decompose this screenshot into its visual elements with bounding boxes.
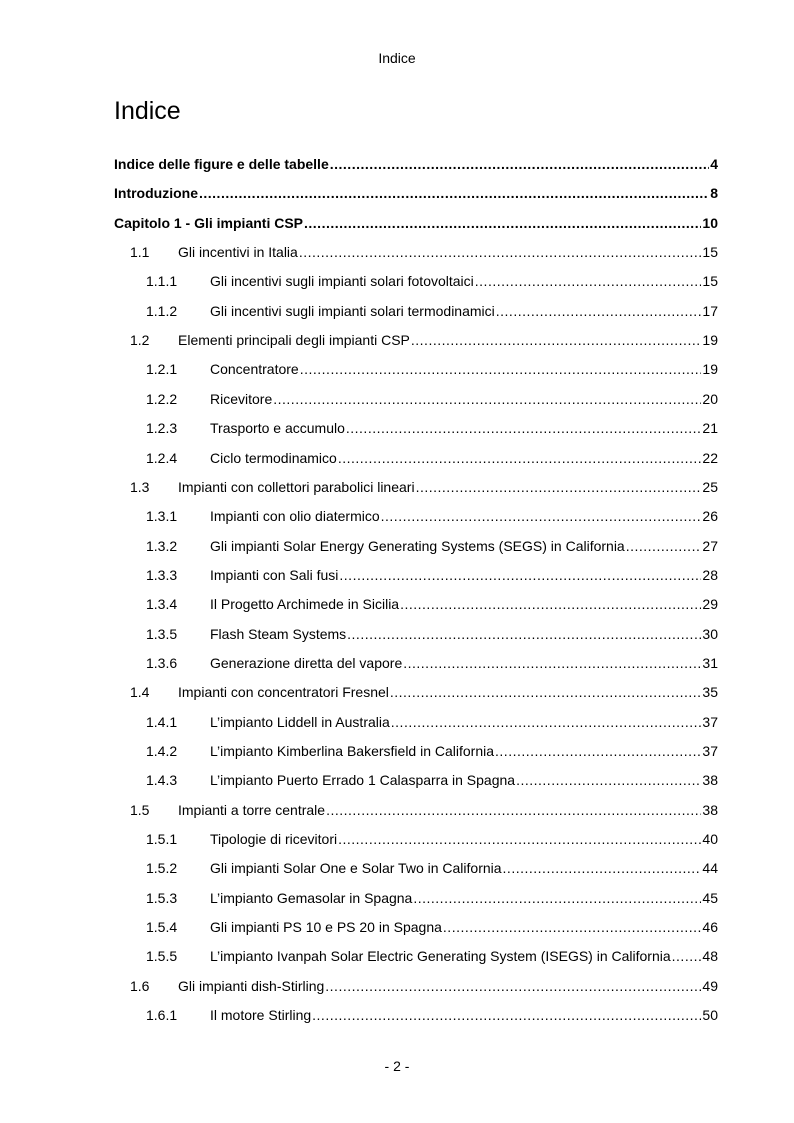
toc-entry-page: 37 — [702, 713, 718, 730]
toc-entry-number: 1.2.3 — [146, 420, 178, 437]
toc-entry-title: Introduzione — [114, 185, 198, 202]
toc-entry-title: Trasporto e accumulo — [210, 420, 345, 437]
toc-entry-page: 40 — [702, 831, 718, 848]
toc-entry-number: 1.1.2 — [146, 302, 178, 319]
toc-entry-page: 19 — [702, 361, 718, 378]
toc-entry[interactable] — [0, 766, 794, 794]
toc-entry-title: Elementi principali degli impianti CSP — [178, 332, 410, 349]
toc-entry-page: 28 — [702, 566, 718, 583]
toc-entry-page: 50 — [702, 1007, 718, 1024]
dot-leader — [346, 414, 702, 442]
dot-leader — [339, 561, 701, 589]
toc-entry-number: 1.3.2 — [146, 537, 178, 554]
toc-entry-title: Flash Steam Systems — [210, 625, 347, 642]
dot-leader — [516, 766, 701, 794]
dot-leader — [199, 179, 709, 207]
toc-entry[interactable] — [0, 854, 794, 882]
toc-entry-number: 1.3 — [130, 478, 150, 495]
toc-entry-number: 1.5.4 — [146, 919, 178, 936]
toc-entry[interactable] — [0, 590, 794, 618]
toc-entry-page: 22 — [702, 449, 718, 466]
page-number: - 2 - — [384, 1058, 410, 1074]
toc-entry-page: 37 — [702, 743, 718, 759]
toc-entry-number: 1.3.1 — [146, 508, 178, 525]
toc-entry[interactable] — [0, 649, 794, 677]
toc-entry[interactable] — [0, 385, 794, 413]
toc-entry[interactable] — [0, 708, 794, 736]
toc-entry-number: 1.4.3 — [146, 772, 178, 789]
toc-entry-title: Ricevitore — [210, 390, 273, 407]
toc-entry-title: Impianti con concentratori Fresnel — [178, 684, 389, 701]
toc-entry-page: 38 — [702, 801, 718, 818]
toc-entry[interactable] — [0, 355, 794, 383]
toc-entry-page: 29 — [702, 596, 718, 613]
dot-leader — [475, 267, 702, 295]
toc-entry-page: 15 — [702, 273, 718, 290]
toc-entry-number: 1.5 — [130, 801, 150, 818]
toc-entry-number: 1.2 — [130, 332, 150, 349]
toc-entry-title: Indice delle figure e delle tabelle — [114, 156, 329, 172]
toc-entry[interactable] — [0, 942, 794, 970]
toc-entry[interactable] — [0, 326, 794, 354]
toc-entry-page: 44 — [702, 860, 718, 877]
dot-leader — [416, 473, 702, 501]
toc-entry[interactable] — [0, 238, 794, 266]
toc-entry-title: Gli impianti Solar Energy Generating Systems (SEGS) in California — [210, 537, 625, 554]
dot-leader — [403, 649, 701, 677]
toc-entry-title: Gli impianti dish-Stirling — [178, 977, 325, 994]
toc-entry-title: Gli incentivi in Italia — [178, 244, 298, 261]
page-title: Indice — [114, 97, 181, 125]
toc-entry-number: 1.5.2 — [146, 860, 178, 877]
toc-entry-number: 1.3.4 — [146, 596, 178, 613]
toc-entry-title: Tipologie di ricevitori — [210, 831, 338, 848]
dot-leader — [330, 150, 709, 178]
dot-leader — [391, 708, 702, 736]
toc-entry-page: 35 — [702, 684, 718, 701]
dot-leader — [443, 913, 702, 941]
dot-leader — [273, 385, 701, 413]
toc-entry-title: Capitolo 1 - Gli impianti CSP — [114, 214, 304, 231]
dot-leader — [390, 678, 702, 706]
toc-entry-page: 10 — [702, 214, 718, 231]
toc-entry-number: 1.5.3 — [146, 889, 178, 906]
toc-entry-number: 1.2.4 — [146, 449, 178, 466]
toc-entry-page: 27 — [702, 537, 718, 554]
toc-entry-number: 1.4 — [130, 684, 150, 701]
dot-leader — [338, 825, 701, 853]
toc-entry-page: 30 — [702, 625, 718, 642]
toc-entry-number: 1.1 — [130, 244, 150, 261]
toc-entry[interactable] — [0, 179, 794, 207]
dot-leader — [495, 737, 701, 765]
toc-entry-title: Generazione diretta del vapore — [210, 654, 403, 671]
toc-entry-page: 49 — [702, 977, 718, 994]
toc-entry-page: 38 — [702, 772, 718, 789]
toc-entry-title: L’impianto Puerto Errado 1 Calasparra in Spagna — [210, 772, 516, 789]
toc-entry-title: Impianti con olio diatermico — [210, 508, 380, 525]
toc-entry-page: 46 — [702, 919, 718, 936]
toc-entry-title: Gli impianti PS 10 e PS 20 in Spagna — [210, 919, 442, 936]
dot-leader — [347, 620, 701, 648]
toc-entry-number: 1.4.1 — [146, 713, 178, 730]
toc-entry-title: Il motore Stirling — [210, 1007, 312, 1024]
toc-entry[interactable] — [0, 678, 794, 706]
dot-leader — [626, 532, 702, 560]
toc-entry[interactable] — [0, 972, 794, 1000]
dot-leader — [400, 590, 701, 618]
toc-entry[interactable] — [0, 620, 794, 648]
toc-entry[interactable] — [0, 532, 794, 560]
toc-entry-title: Ciclo termodinamico — [210, 449, 337, 466]
toc-entry-title: Concentratore — [210, 361, 299, 378]
toc-entry-title: L’impianto Liddell in Australia — [210, 713, 390, 730]
toc-entry-title: Gli incentivi sugli impianti solari fotovoltaici — [210, 273, 474, 290]
toc-entry[interactable] — [0, 737, 794, 765]
toc-entry-page: 4 — [710, 156, 718, 172]
toc-entry-title: Il Progetto Archimede in Sicilia — [210, 596, 400, 613]
toc-entry-page: 19 — [702, 332, 718, 349]
toc-entry-page: 17 — [702, 302, 718, 319]
dot-leader — [496, 297, 702, 325]
toc-entry-number: 1.2.1 — [146, 361, 178, 378]
toc-entry-title: Impianti con Sali fusi — [210, 566, 339, 583]
dot-leader — [300, 355, 702, 383]
toc-entry-title: L’impianto Ivanpah Solar Electric Generating System (ISEGS) in California — [210, 948, 671, 965]
toc-entry-title: Impianti a torre centrale — [178, 801, 326, 818]
toc-entry-number: 1.4.2 — [146, 743, 178, 759]
dot-leader — [312, 1001, 701, 1029]
dot-leader — [326, 796, 701, 824]
toc-entry[interactable] — [0, 473, 794, 501]
toc-entry-page: 31 — [702, 654, 718, 671]
toc-entry-number: 1.6.1 — [146, 1007, 178, 1024]
toc-entry-page: 8 — [710, 185, 718, 202]
toc-entry-number: 1.6 — [130, 977, 150, 994]
dot-leader — [304, 209, 701, 237]
toc-entry-title: Impianti con collettori parabolici lineari — [178, 478, 415, 495]
toc-entry[interactable] — [0, 884, 794, 912]
running-header: Indice — [378, 50, 416, 66]
dot-leader — [411, 326, 702, 354]
toc-entry-number: 1.1.1 — [146, 273, 178, 290]
toc-entry-title: L’impianto Gemasolar in Spagna — [210, 889, 413, 906]
toc-entry-page: 15 — [702, 244, 718, 261]
toc-entry[interactable] — [0, 444, 794, 472]
toc-entry[interactable] — [0, 209, 794, 237]
toc-entry[interactable] — [0, 825, 794, 853]
dot-leader — [503, 854, 702, 882]
toc-entry-title: L’impianto Kimberlina Bakersfield in California — [210, 743, 495, 759]
toc-entry-title: Gli impianti Solar One e Solar Two in California — [210, 860, 502, 877]
toc-entry-page: 21 — [702, 420, 718, 437]
dot-leader — [338, 444, 702, 472]
toc-entry-title: Gli incentivi sugli impianti solari termodinamici — [210, 302, 495, 319]
toc-entry[interactable] — [0, 796, 794, 824]
toc-entry[interactable] — [0, 297, 794, 325]
toc-entry[interactable] — [0, 502, 794, 530]
toc-entry-number: 1.2.2 — [146, 390, 178, 407]
toc-entry-number: 1.5.5 — [146, 948, 178, 965]
toc-entry[interactable] — [0, 150, 794, 178]
dot-leader — [381, 502, 702, 530]
dot-leader — [299, 238, 702, 266]
toc-entry-page: 25 — [702, 478, 718, 495]
toc-entry[interactable] — [0, 913, 794, 941]
toc-entry[interactable] — [0, 414, 794, 442]
toc-entry-page: 26 — [702, 508, 718, 525]
toc-entry-page: 48 — [702, 948, 718, 965]
toc-entry[interactable] — [0, 1001, 794, 1029]
toc-entry-number: 1.3.3 — [146, 566, 178, 583]
toc-entry-number: 1.5.1 — [146, 831, 178, 848]
toc-entry-page: 45 — [702, 889, 718, 906]
toc-entry-number: 1.3.6 — [146, 654, 178, 671]
dot-leader — [325, 972, 701, 1000]
dot-leader — [672, 942, 702, 970]
toc-entry[interactable] — [0, 267, 794, 295]
toc-entry-number: 1.3.5 — [146, 625, 178, 642]
toc-entry-page: 20 — [702, 390, 718, 407]
toc-entry[interactable] — [0, 561, 794, 589]
dot-leader — [413, 884, 701, 912]
